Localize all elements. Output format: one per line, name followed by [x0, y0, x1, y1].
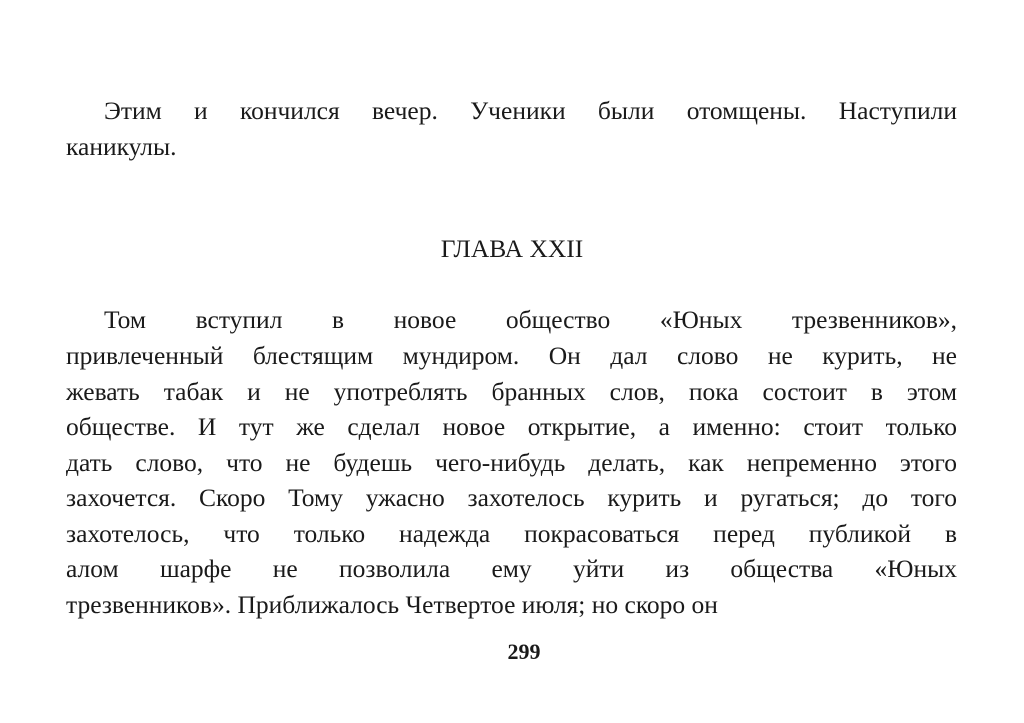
paragraph-line-3: жевать табак и не употреблять бранных слов, пока состоит в этом	[66, 377, 957, 406]
paragraph-line-4: обществе. И тут же сделал новое открытие, а именно: стоит только	[66, 412, 957, 441]
paragraph-line-2: привлеченный блестящим мундиром. Он дал слово не курить, не	[66, 341, 957, 370]
paragraph-line-8: алом шарфе не позволила ему уйти из общества «Юных	[66, 554, 957, 583]
chapter-heading	[0, 231, 1024, 267]
paragraph-line-9: трезвенников». Приближалось Четвертое июля; но скоро он	[66, 590, 718, 619]
paragraph-line-6: захочется. Скоро Тому ужасно захотелось курить и ругаться; до того	[66, 483, 957, 512]
chapter-heading-text: ГЛАВА XXII	[440, 234, 584, 263]
paragraph-line-7: захотелось, что только надежда покрасоваться перед публикой в	[66, 519, 957, 548]
paragraph-line-5: дать слово, что не будешь чего-нибудь делать, как непременно этого	[66, 448, 957, 477]
intro-paragraph-line-2: каникулы.	[66, 132, 177, 161]
paragraph-line-1: Том вступил в новое общество «Юных трезвенников»,	[104, 305, 957, 334]
intro-paragraph-line-1: Этим и кончился вечер. Ученики были отомщены. Наступили	[104, 96, 957, 125]
page-number: 299	[507, 639, 541, 664]
